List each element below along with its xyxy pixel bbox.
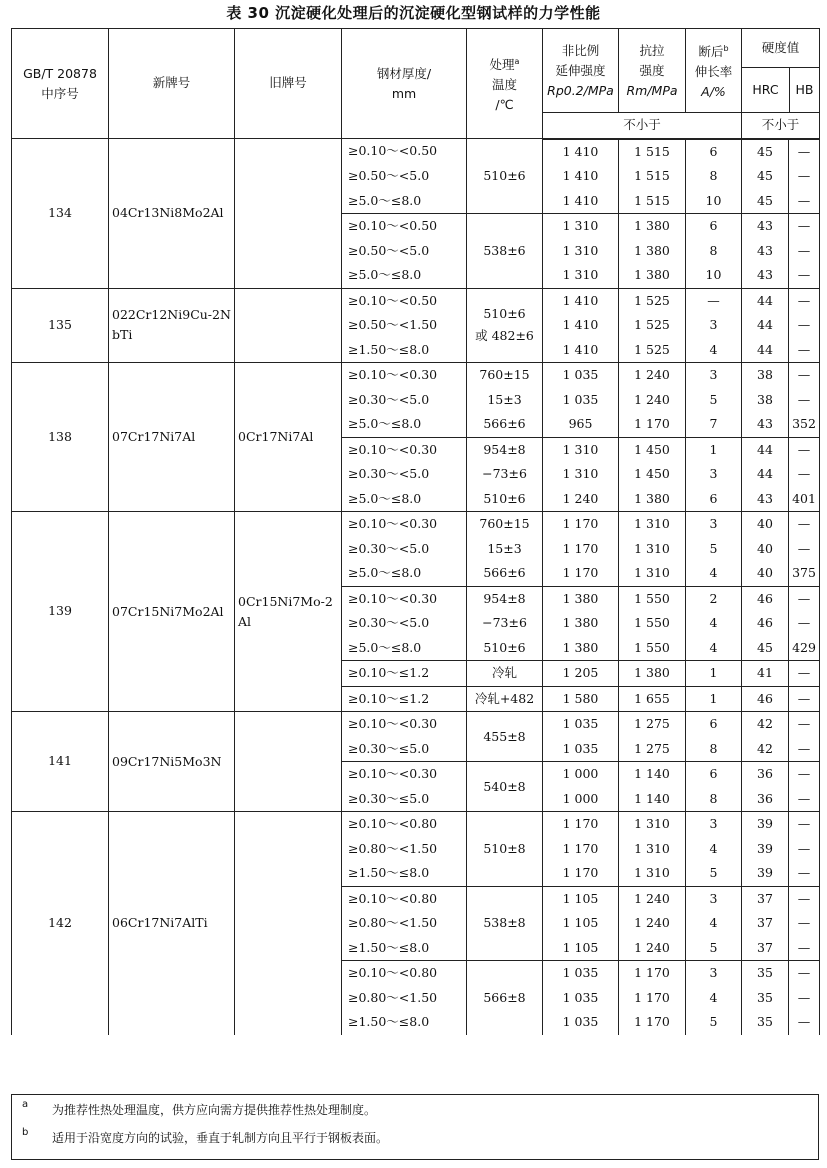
elongation-cell: 1	[686, 686, 742, 712]
thickness-cell: ≥0.30～<5.0	[342, 388, 467, 413]
rp02-cell: 1 035	[543, 986, 619, 1011]
treatment-temp-cell: 510±6 或 482±6	[467, 288, 543, 363]
header-min-hardness: 不小于	[742, 113, 820, 139]
old-grade-cell	[235, 712, 342, 812]
thickness-cell: ≥0.30～<5.0	[342, 462, 467, 487]
rm-cell: 1 515	[619, 189, 686, 214]
elongation-cell: 4	[686, 986, 742, 1011]
elongation-cell: 5	[686, 936, 742, 961]
rm-cell: 1 550	[619, 636, 686, 661]
elongation-cell: 3	[686, 363, 742, 388]
rp02-cell: 1 035	[543, 363, 619, 388]
rm-cell: 1 525	[619, 338, 686, 363]
elongation-cell: 6	[686, 762, 742, 787]
gb-seq-cell: 134	[12, 139, 109, 289]
rm-cell: 1 275	[619, 737, 686, 762]
rp02-cell: 1 170	[543, 812, 619, 837]
header-gb-seq: GB/T 20878 中序号	[12, 29, 109, 139]
header-rm: 抗拉 强度 Rm/MPa	[619, 29, 686, 113]
thickness-cell: ≥5.0～≤8.0	[342, 412, 467, 437]
hrc-cell: 45	[742, 139, 789, 165]
hrc-cell: 35	[742, 961, 789, 986]
rm-cell: 1 170	[619, 986, 686, 1011]
rm-cell: 1 310	[619, 837, 686, 862]
elongation-cell: 4	[686, 636, 742, 661]
rp02-cell: 1 310	[543, 437, 619, 462]
table-row	[12, 363, 820, 388]
hb-cell: —	[789, 363, 820, 388]
rp02-cell: 1 205	[543, 661, 619, 687]
hb-cell: —	[789, 886, 820, 911]
table-row	[12, 139, 820, 165]
header-old-grade: 旧牌号	[235, 29, 342, 139]
old-grade-cell: 0Cr17Ni7Al	[235, 363, 342, 512]
rp02-cell: 1 035	[543, 388, 619, 413]
elongation-cell: 6	[686, 712, 742, 737]
elongation-cell: 8	[686, 239, 742, 264]
rp02-cell: 1 410	[543, 189, 619, 214]
hb-cell: —	[789, 214, 820, 239]
hb-cell: —	[789, 313, 820, 338]
rm-cell: 1 170	[619, 961, 686, 986]
rm-cell: 1 310	[619, 861, 686, 886]
thickness-cell: ≥0.80～<1.50	[342, 837, 467, 862]
new-grade-cell: 07Cr17Ni7Al	[109, 363, 235, 512]
thickness-cell: ≥1.50～≤8.0	[342, 338, 467, 363]
elongation-cell: 6	[686, 487, 742, 512]
treatment-temp-cell: 566±8	[467, 961, 543, 1035]
thickness-cell: ≥0.10～<0.80	[342, 886, 467, 911]
rp02-cell: 1 310	[543, 263, 619, 288]
hrc-cell: 42	[742, 712, 789, 737]
hrc-cell: 43	[742, 214, 789, 239]
hb-cell: —	[789, 338, 820, 363]
rp02-cell: 1 105	[543, 936, 619, 961]
hb-cell: —	[789, 787, 820, 812]
hb-cell: —	[789, 263, 820, 288]
thickness-cell: ≥5.0～≤8.0	[342, 263, 467, 288]
hb-cell: —	[789, 837, 820, 862]
thickness-cell: ≥0.10～<0.30	[342, 586, 467, 611]
rm-cell: 1 450	[619, 462, 686, 487]
hrc-cell: 35	[742, 1010, 789, 1035]
hrc-cell: 46	[742, 686, 789, 712]
hrc-cell: 43	[742, 412, 789, 437]
rm-cell: 1 240	[619, 388, 686, 413]
elongation-cell: 3	[686, 313, 742, 338]
hrc-cell: 44	[742, 437, 789, 462]
hrc-cell: 44	[742, 338, 789, 363]
rp02-cell: 1 035	[543, 1010, 619, 1035]
old-grade-cell: 0Cr15Ni7Mo-2Al	[235, 512, 342, 712]
footnote-a: a 为推荐性热处理温度，供方应向需方提供推荐性热处理制度。	[22, 1099, 377, 1117]
hrc-cell: 39	[742, 812, 789, 837]
rp02-cell: 1 310	[543, 462, 619, 487]
hb-cell: —	[789, 712, 820, 737]
elongation-cell: 3	[686, 886, 742, 911]
rp02-cell: 1 410	[543, 313, 619, 338]
thickness-cell: ≥0.80～<1.50	[342, 986, 467, 1011]
elongation-cell: 5	[686, 1010, 742, 1035]
hb-cell: —	[789, 686, 820, 712]
new-grade-cell: 022Cr12Ni9Cu-2NbTi	[109, 288, 235, 363]
hb-cell: —	[789, 189, 820, 214]
treatment-temp-cell: 538±8	[467, 886, 543, 961]
thickness-cell: ≥0.30～<5.0	[342, 611, 467, 636]
elongation-cell: 8	[686, 164, 742, 189]
hrc-cell: 42	[742, 737, 789, 762]
hb-cell: —	[789, 911, 820, 936]
rm-cell: 1 310	[619, 561, 686, 586]
hrc-cell: 38	[742, 388, 789, 413]
thickness-cell: ≥0.10～<0.80	[342, 961, 467, 986]
rp02-cell: 1 410	[543, 338, 619, 363]
header-elongation: 断后$^b$ 伸长率 A/%	[686, 29, 742, 113]
thickness-cell: ≥1.50～≤8.0	[342, 861, 467, 886]
table-row	[12, 712, 820, 737]
hb-cell: —	[789, 986, 820, 1011]
header-min-strength: 不小于	[543, 113, 742, 139]
elongation-cell: 1	[686, 437, 742, 462]
table-row	[12, 512, 820, 537]
hrc-cell: 45	[742, 636, 789, 661]
thickness-cell: ≥5.0～≤8.0	[342, 561, 467, 586]
table-body	[12, 139, 820, 1035]
hrc-cell: 40	[742, 537, 789, 562]
hrc-cell: 43	[742, 239, 789, 264]
elongation-cell: 8	[686, 787, 742, 812]
old-grade-cell	[235, 812, 342, 1035]
rm-cell: 1 275	[619, 712, 686, 737]
rp02-cell: 1 380	[543, 636, 619, 661]
hrc-cell: 44	[742, 288, 789, 313]
hb-cell: —	[789, 737, 820, 762]
hb-cell: —	[789, 139, 820, 165]
thickness-cell: ≥5.0～≤8.0	[342, 636, 467, 661]
header-treatment-temp: 处理$^a$ 温度 /℃	[467, 29, 543, 139]
gb-seq-cell: 139	[12, 512, 109, 712]
thickness-cell: ≥0.30～≤5.0	[342, 737, 467, 762]
hrc-cell: 46	[742, 586, 789, 611]
elongation-cell: 5	[686, 861, 742, 886]
treatment-temp-cell: 540±8	[467, 762, 543, 812]
hb-cell: 429	[789, 636, 820, 661]
rm-cell: 1 310	[619, 537, 686, 562]
hb-cell: —	[789, 388, 820, 413]
old-grade-cell	[235, 288, 342, 363]
elongation-cell: 4	[686, 561, 742, 586]
rp02-cell: 1 580	[543, 686, 619, 712]
rm-cell: 1 525	[619, 313, 686, 338]
header-hardness: 硬度值 HRC HB	[742, 29, 820, 113]
rp02-cell: 1 000	[543, 762, 619, 787]
elongation-cell: 2	[686, 586, 742, 611]
rp02-cell: 1 380	[543, 611, 619, 636]
thickness-cell: ≥1.50～≤8.0	[342, 936, 467, 961]
thickness-cell: ≥0.30～≤5.0	[342, 787, 467, 812]
elongation-cell: 3	[686, 512, 742, 537]
elongation-cell: 4	[686, 911, 742, 936]
header-new-grade: 新牌号	[109, 29, 235, 139]
hrc-cell: 44	[742, 462, 789, 487]
thickness-cell: ≥1.50～≤8.0	[342, 1010, 467, 1035]
rp02-cell: 1 310	[543, 239, 619, 264]
rp02-cell: 1 170	[543, 537, 619, 562]
hrc-cell: 41	[742, 661, 789, 687]
hb-cell: —	[789, 812, 820, 837]
hrc-cell: 46	[742, 611, 789, 636]
hb-cell: 401	[789, 487, 820, 512]
elongation-cell: 3	[686, 462, 742, 487]
hb-cell: —	[789, 537, 820, 562]
elongation-cell: 10	[686, 189, 742, 214]
elongation-cell: 5	[686, 537, 742, 562]
rm-cell: 1 310	[619, 812, 686, 837]
rp02-cell: 1 410	[543, 139, 619, 165]
treatment-temp-cell: 510±8	[467, 812, 543, 887]
hb-cell: —	[789, 762, 820, 787]
new-grade-cell: 04Cr13Ni8Mo2Al	[109, 139, 235, 289]
rm-cell: 1 450	[619, 437, 686, 462]
hrc-cell: 37	[742, 911, 789, 936]
rm-cell: 1 240	[619, 886, 686, 911]
elongation-cell: 3	[686, 961, 742, 986]
rm-cell: 1 170	[619, 1010, 686, 1035]
thickness-cell: ≥0.10～≤1.2	[342, 661, 467, 687]
rm-cell: 1 140	[619, 787, 686, 812]
rp02-cell: 1 170	[543, 837, 619, 862]
rm-cell: 1 550	[619, 586, 686, 611]
rp02-cell: 1 240	[543, 487, 619, 512]
rp02-cell: 1 410	[543, 164, 619, 189]
rp02-cell: 1 105	[543, 911, 619, 936]
gb-seq-cell: 135	[12, 288, 109, 363]
thickness-cell: ≥0.10～<0.50	[342, 214, 467, 239]
rm-cell: 1 310	[619, 512, 686, 537]
thickness-cell: ≥0.10～<0.80	[342, 812, 467, 837]
hb-cell: —	[789, 462, 820, 487]
header-hrc: HRC	[742, 68, 790, 112]
hrc-cell: 36	[742, 787, 789, 812]
thickness-cell: ≥5.0～≤8.0	[342, 189, 467, 214]
elongation-cell: 6	[686, 214, 742, 239]
rm-cell: 1 140	[619, 762, 686, 787]
rp02-cell: 1 170	[543, 861, 619, 886]
hb-cell: —	[789, 239, 820, 264]
new-grade-cell: 06Cr17Ni7AlTi	[109, 812, 235, 1035]
hrc-cell: 37	[742, 936, 789, 961]
rp02-cell: 1 035	[543, 737, 619, 762]
thickness-cell: ≥0.10～<0.50	[342, 288, 467, 313]
elongation-cell: 4	[686, 338, 742, 363]
gb-seq-cell: 141	[12, 712, 109, 812]
thickness-cell: ≥0.50～<1.50	[342, 313, 467, 338]
thickness-cell: ≥0.80～<1.50	[342, 911, 467, 936]
rp02-cell: 1 410	[543, 288, 619, 313]
hrc-cell: 44	[742, 313, 789, 338]
mechanical-properties-table	[11, 28, 820, 1035]
rm-cell: 1 240	[619, 936, 686, 961]
rm-cell: 1 240	[619, 363, 686, 388]
rm-cell: 1 380	[619, 214, 686, 239]
thickness-cell: ≥0.10～<0.30	[342, 363, 467, 388]
thickness-cell: ≥0.50～<5.0	[342, 239, 467, 264]
hb-cell: —	[789, 1010, 820, 1035]
hrc-cell: 36	[742, 762, 789, 787]
hrc-cell: 38	[742, 363, 789, 388]
elongation-cell: 5	[686, 388, 742, 413]
thickness-cell: ≥5.0～≤8.0	[342, 487, 467, 512]
elongation-cell: —	[686, 288, 742, 313]
hb-cell: —	[789, 288, 820, 313]
new-grade-cell: 09Cr17Ni5Mo3N	[109, 712, 235, 812]
rp02-cell: 1 310	[543, 214, 619, 239]
hb-cell: —	[789, 661, 820, 687]
hrc-cell: 39	[742, 837, 789, 862]
table-title: 表 30 沉淀硬化处理后的沉淀硬化型钢试样的力学性能	[226, 4, 601, 22]
rm-cell: 1 525	[619, 288, 686, 313]
treatment-temp-cell: 455±8	[467, 712, 543, 762]
hrc-cell: 43	[742, 487, 789, 512]
elongation-cell: 7	[686, 412, 742, 437]
treatment-temp-cell: 760±15 15±3 566±6	[467, 512, 543, 587]
hrc-cell: 45	[742, 164, 789, 189]
thickness-cell: ≥0.10～<0.30	[342, 712, 467, 737]
elongation-cell: 6	[686, 139, 742, 165]
rm-cell: 1 170	[619, 412, 686, 437]
thickness-cell: ≥0.10～<0.30	[342, 437, 467, 462]
header-rp02: 非比例 延伸强度 Rp0.2/MPa	[543, 29, 619, 113]
elongation-cell: 10	[686, 263, 742, 288]
hrc-cell: 43	[742, 263, 789, 288]
gb-seq-cell: 142	[12, 812, 109, 1035]
hrc-cell: 39	[742, 861, 789, 886]
rp02-cell: 1 170	[543, 512, 619, 537]
elongation-cell: 4	[686, 837, 742, 862]
rp02-cell: 1 000	[543, 787, 619, 812]
hb-cell: —	[789, 586, 820, 611]
rp02-cell: 1 380	[543, 586, 619, 611]
thickness-cell: ≥0.10～<0.50	[342, 139, 467, 165]
rm-cell: 1 380	[619, 487, 686, 512]
footnote-b: b 适用于沿宽度方向的试验，垂直于轧制方向且平行于钢板表面。	[22, 1127, 389, 1145]
treatment-temp-cell: 冷轧+482	[467, 686, 543, 712]
hb-cell: —	[789, 936, 820, 961]
rp02-cell: 1 035	[543, 712, 619, 737]
treatment-temp-cell: 538±6	[467, 214, 543, 289]
rm-cell: 1 240	[619, 911, 686, 936]
hrc-cell: 35	[742, 986, 789, 1011]
thickness-cell: ≥0.10～<0.30	[342, 762, 467, 787]
rp02-cell: 1 035	[543, 961, 619, 986]
old-grade-cell	[235, 139, 342, 289]
rm-cell: 1 380	[619, 263, 686, 288]
footnotes	[11, 1094, 819, 1160]
treatment-temp-cell: 冷轧	[467, 661, 543, 687]
elongation-cell: 4	[686, 611, 742, 636]
hb-cell: —	[789, 164, 820, 189]
thickness-cell: ≥0.50～<5.0	[342, 164, 467, 189]
treatment-temp-cell: 760±15 15±3 566±6	[467, 363, 543, 438]
elongation-cell: 8	[686, 737, 742, 762]
header-thickness: 钢材厚度/ mm	[342, 29, 467, 139]
rm-cell: 1 550	[619, 611, 686, 636]
elongation-cell: 3	[686, 812, 742, 837]
hb-cell: —	[789, 961, 820, 986]
hb-cell: 375	[789, 561, 820, 586]
rm-cell: 1 380	[619, 661, 686, 687]
rm-cell: 1 380	[619, 239, 686, 264]
hrc-cell: 37	[742, 886, 789, 911]
hrc-cell: 45	[742, 189, 789, 214]
hb-cell: —	[789, 437, 820, 462]
hb-cell: —	[789, 861, 820, 886]
rp02-cell: 965	[543, 412, 619, 437]
hb-cell: —	[789, 512, 820, 537]
hb-cell: —	[789, 611, 820, 636]
gb-seq-cell: 138	[12, 363, 109, 512]
hrc-cell: 40	[742, 561, 789, 586]
rm-cell: 1 515	[619, 164, 686, 189]
treatment-temp-cell: 954±8 −73±6 510±6	[467, 437, 543, 512]
header-hb: HB	[795, 82, 814, 97]
table-row	[12, 812, 820, 837]
elongation-cell: 1	[686, 661, 742, 687]
rm-cell: 1 515	[619, 139, 686, 165]
rm-cell: 1 655	[619, 686, 686, 712]
thickness-cell: ≥0.10～≤1.2	[342, 686, 467, 712]
treatment-temp-cell: 510±6	[467, 139, 543, 214]
thickness-cell: ≥0.10～<0.30	[342, 512, 467, 537]
hb-cell: 352	[789, 412, 820, 437]
table-row	[12, 288, 820, 313]
rp02-cell: 1 170	[543, 561, 619, 586]
thickness-cell: ≥0.30～<5.0	[342, 537, 467, 562]
rp02-cell: 1 105	[543, 886, 619, 911]
new-grade-cell: 07Cr15Ni7Mo2Al	[109, 512, 235, 712]
treatment-temp-cell: 954±8 −73±6 510±6	[467, 586, 543, 661]
hrc-cell: 40	[742, 512, 789, 537]
